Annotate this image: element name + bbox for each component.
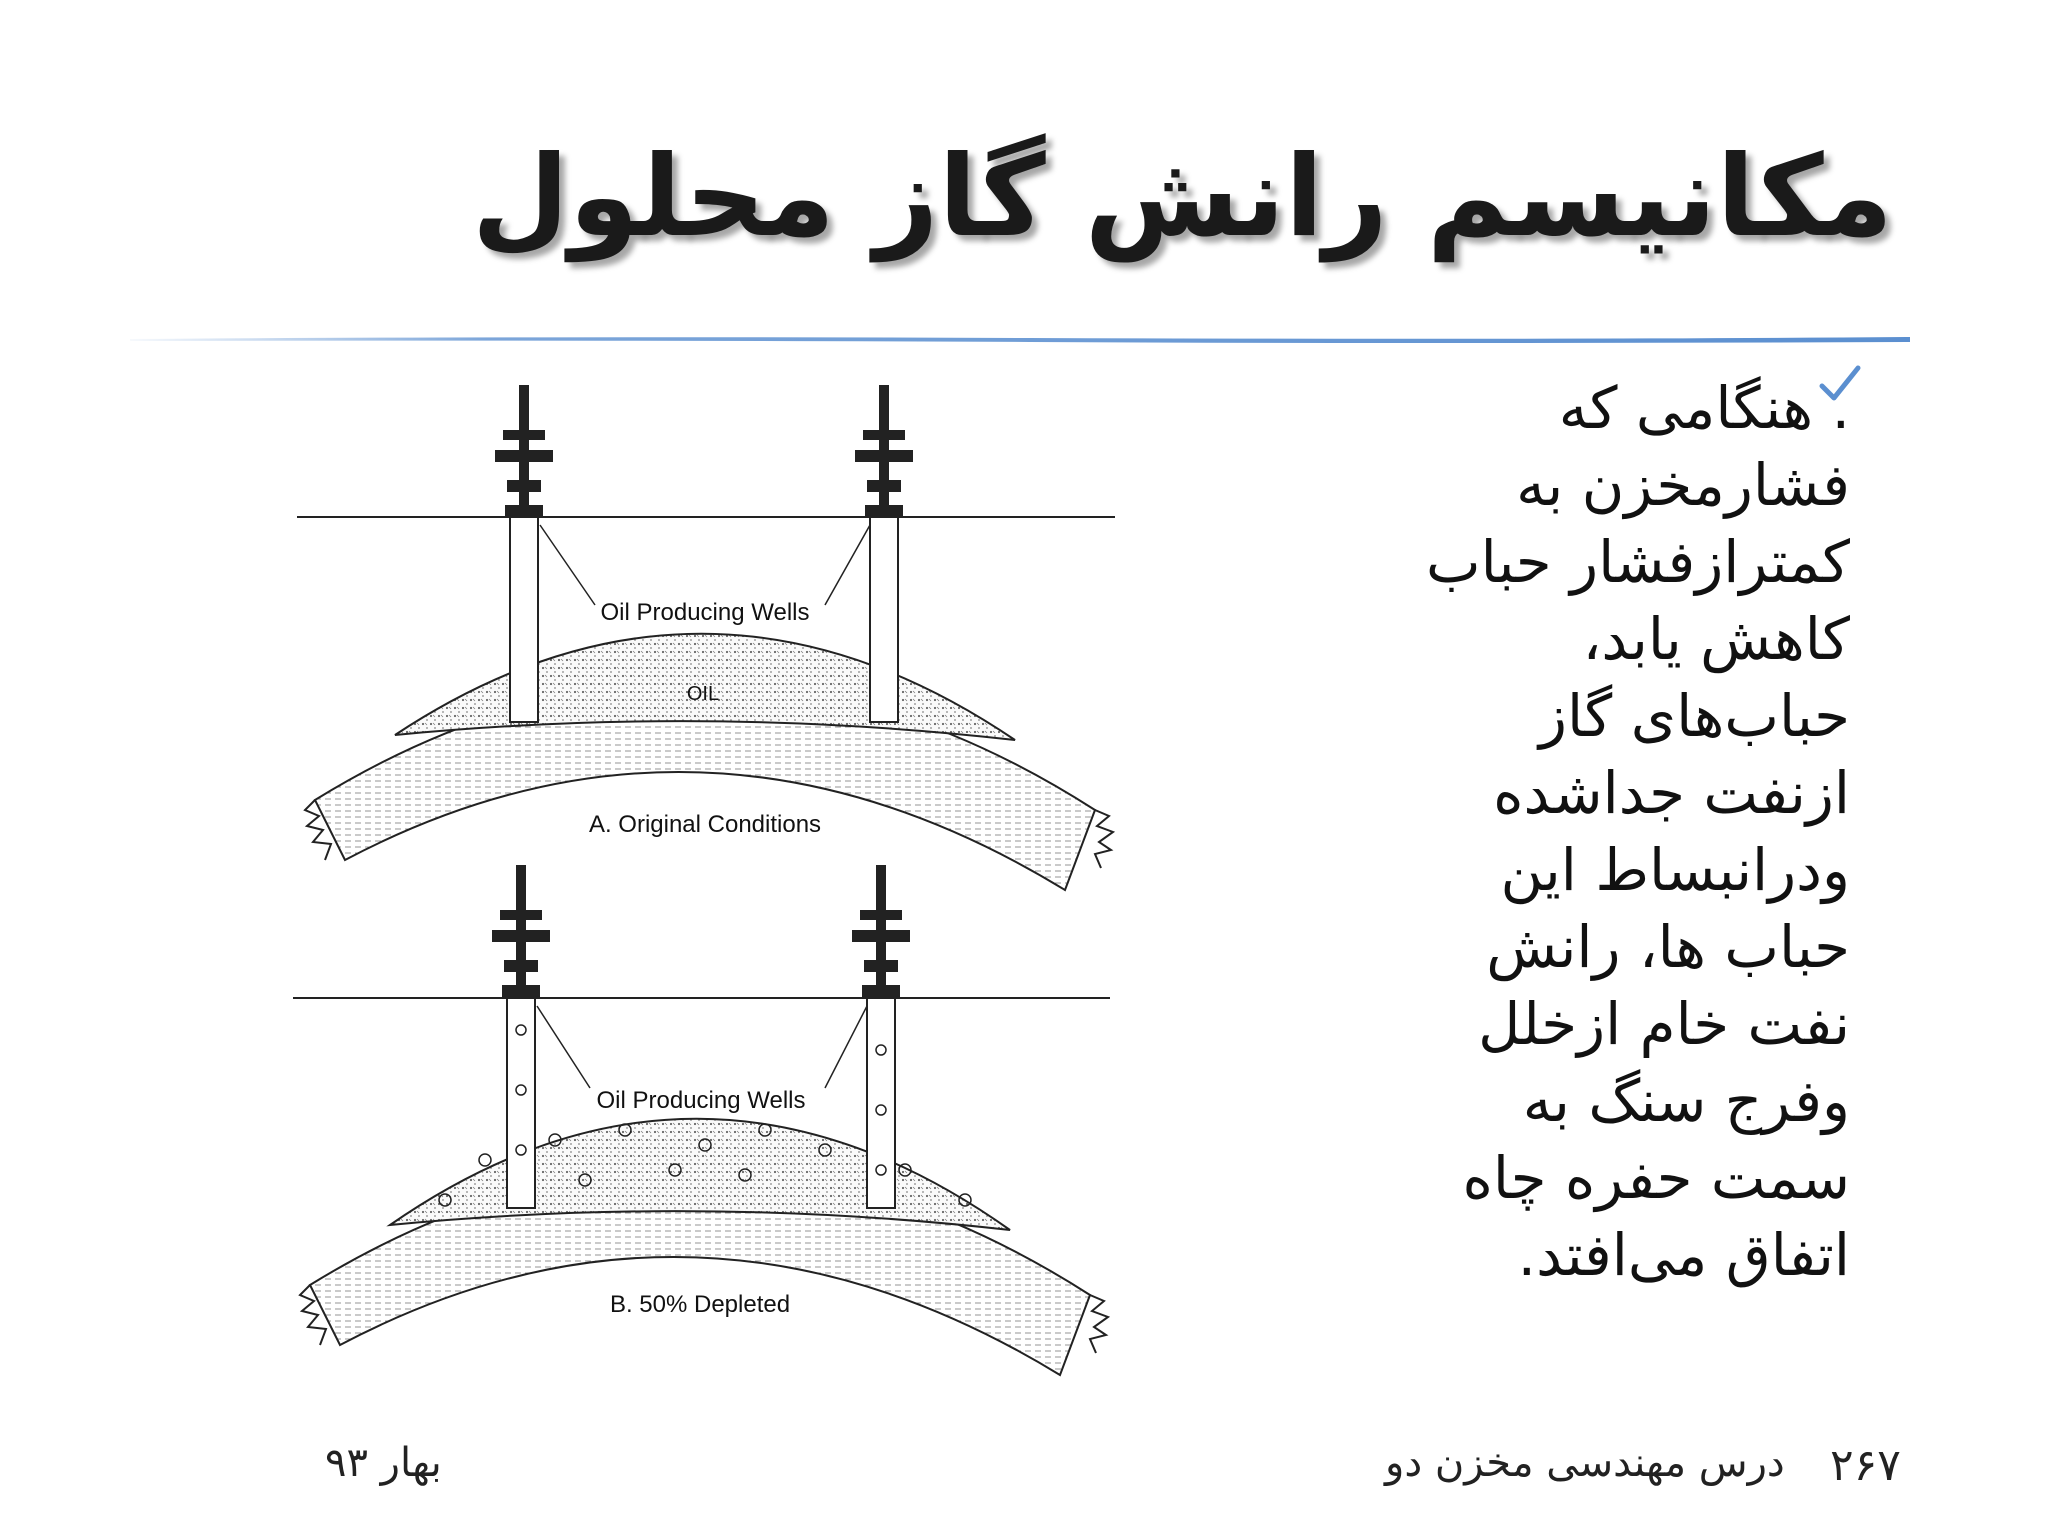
panel-a-caption: A. Original Conditions [588, 811, 822, 838]
slide-title: مکانیسم رانش گاز محلول [471, 132, 1893, 262]
footer-course: درس مهندسی مخزن دو [1385, 1440, 1785, 1486]
footer-page-number: ۲۶۷ [1830, 1440, 1901, 1491]
panel-a-wells-label: Oil Producing Wells [600, 599, 810, 626]
panel-b-caption: B. 50% Depleted [609, 1291, 791, 1318]
panel-a-oil-label: OIL [686, 683, 720, 705]
footer-term: بهار ۹۳ [325, 1440, 442, 1486]
reservoir-figure [285, 370, 1125, 1390]
title-divider [130, 330, 1910, 350]
panel-b-wells-label: Oil Producing Wells [596, 1087, 806, 1114]
bullet-text: . هنگامی که فشارمخزن به کمترازفشار حباب کاهش یابد، حباب‌های گاز ازنفت جداشده ودرانبساط این حباب ها، رانش نفت خام ازخلل وفرج سنگ به سمت حفره چاه اتفاق می‌افتد. [1426, 374, 1850, 1289]
